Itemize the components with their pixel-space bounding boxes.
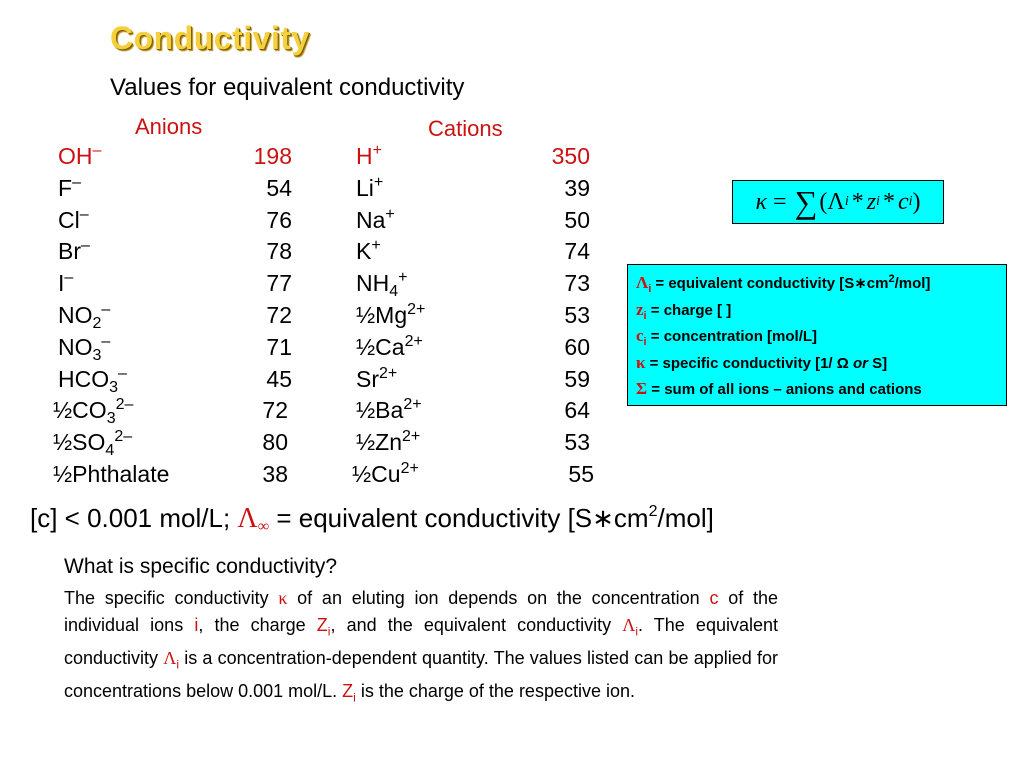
legend-symbol-c: c [636, 326, 644, 345]
formula-sum: ∑ [794, 183, 818, 220]
cation-charge: + [372, 142, 382, 159]
formula-c: c [897, 188, 909, 215]
formula-z: z [866, 188, 877, 215]
formula-close-paren: ) [912, 188, 921, 215]
anion-formula: OH [58, 143, 93, 169]
para-Z-sub-2: i [353, 690, 356, 705]
page-subtitle: Values for equivalent conductivity [110, 74, 465, 101]
cation-value: 39 [564, 174, 590, 201]
para-text: is the charge of the respective ion. [355, 680, 636, 701]
anion-subscript: 4 [105, 442, 115, 460]
cation-charge: 2+ [407, 301, 426, 318]
cation-formula: ½Ba [356, 397, 404, 424]
cation-value: 55 [568, 461, 594, 487]
formula-z-sub: i [876, 194, 880, 209]
cation-value: 50 [564, 206, 590, 233]
formula-c-sub: i [908, 194, 913, 209]
condition-infinity-sub: ∞ [257, 518, 270, 535]
legend-text-end: /mol] [894, 275, 931, 292]
cation-charge: 2+ [404, 332, 423, 350]
cation-name [356, 143, 382, 170]
cation-charge: + [398, 269, 408, 287]
formula-lambda: Λ [827, 188, 845, 215]
legend-text: = charge [ ] [646, 301, 732, 319]
para-text: of an eluting ion depends on the concentration [287, 588, 710, 608]
cation-charge: 2+ [403, 396, 422, 414]
para-lambda: Λ [622, 614, 636, 635]
para-text: , and the equivalent conductivity [330, 614, 623, 635]
legend-symbol-lambda: Λ [636, 273, 649, 292]
legend-text: = equivalent conductivity [S∗cm [651, 275, 889, 292]
cation-formula: ½Zn [356, 429, 403, 456]
anion-name [58, 334, 110, 365]
anion-charge: – [101, 332, 111, 350]
anion-charge: – [101, 301, 111, 318]
anion-value: 77 [266, 270, 292, 297]
cation-charge: + [385, 205, 395, 223]
cation-formula: ½Mg [356, 302, 408, 328]
cation-name [356, 207, 395, 234]
anion-charge: 2– [115, 396, 134, 414]
anion-formula: HCO [58, 365, 110, 392]
legend-box [627, 264, 1007, 406]
para-c: c [709, 588, 719, 608]
legend-sub: i [643, 309, 647, 322]
cations-heading: Cations [428, 116, 503, 141]
cation-formula: ½Ca [356, 333, 405, 360]
legend-line-charge [636, 297, 1006, 324]
para-Z-sub: i [327, 624, 331, 639]
cation-name [356, 366, 397, 393]
anions-heading: Anions [135, 114, 203, 139]
cation-charge: + [373, 173, 384, 191]
formula-kappa: κ [755, 188, 768, 215]
condition-lambda: Λ [237, 503, 258, 534]
anion-value: 76 [266, 206, 292, 233]
anion-charge: – [72, 173, 81, 191]
anion-charge: – [92, 142, 102, 159]
anion-name [58, 270, 73, 297]
anion-value: 198 [253, 143, 292, 169]
specific-conductivity-formula [732, 180, 944, 224]
cation-name [356, 175, 383, 202]
anion-name [53, 429, 132, 460]
cation-value: 59 [564, 365, 590, 392]
concentration-condition [30, 503, 714, 536]
anion-value: 71 [266, 333, 292, 360]
legend-italic: or [852, 354, 868, 372]
anion-name [58, 207, 89, 234]
anion-formula: ½SO [53, 429, 106, 456]
anion-value: 38 [262, 461, 288, 487]
cation-formula: H [356, 143, 373, 169]
legend-text: = sum of all ions – anions and cations [647, 381, 922, 398]
anion-name [58, 175, 81, 202]
anion-subscript: 3 [106, 410, 116, 428]
anion-value: 78 [266, 238, 292, 265]
para-text: The specific conductivity [64, 588, 279, 608]
legend-sub: i [643, 336, 647, 348]
cation-name [356, 238, 381, 265]
anion-charge: – [81, 237, 90, 255]
formula-star-1: * [851, 188, 864, 215]
cation-charge: 2+ [402, 428, 421, 446]
anion-formula: I [58, 270, 65, 297]
legend-text-end: S] [867, 354, 888, 372]
para-Z-2: Z [342, 680, 354, 701]
cation-name [352, 461, 419, 488]
cation-formula: ½Cu [352, 461, 401, 487]
anion-formula: ½CO [53, 397, 107, 424]
anion-name [58, 238, 90, 265]
anion-subscript: 3 [92, 346, 102, 364]
cation-charge: 2+ [379, 364, 398, 382]
cation-name [356, 429, 420, 456]
question-heading: What is specific conductivity? [64, 555, 338, 578]
legend-line-lambda [636, 270, 1006, 297]
para-lambda-sub: i [635, 624, 638, 639]
para-kappa: κ [278, 588, 288, 608]
anion-formula: Br [58, 238, 81, 265]
cation-formula: NH [356, 270, 390, 297]
cation-value: 350 [551, 143, 590, 169]
para-text: , the charge [198, 614, 317, 635]
legend-symbol-kappa: κ [636, 352, 646, 372]
anion-charge: – [118, 364, 127, 382]
para-text: . The equivalent conductivity [64, 614, 778, 668]
condition-text-2: = equivalent conductivity [S∗cm [269, 503, 649, 533]
anion-name [58, 302, 110, 333]
condition-text: [c] < 0.001 mol/L; [30, 503, 238, 533]
para-text: is a concentration-dependent quantity. The values listed can be applied for concentrations below 0.001 mol/L. [64, 647, 779, 701]
explanation-paragraph [64, 585, 778, 711]
legend-line-kappa [636, 350, 1006, 377]
legend-sub: i [648, 283, 652, 295]
para-lambda-sub-2: i [176, 657, 179, 672]
cation-formula: K [356, 238, 372, 265]
anion-value: 80 [262, 429, 288, 456]
anion-name [53, 397, 133, 428]
formula-lambda-sub: i [844, 194, 849, 209]
anion-subscript: 3 [109, 378, 119, 396]
cation-value: 60 [564, 333, 590, 360]
cation-charge: 2+ [400, 460, 419, 477]
cation-name [356, 334, 423, 361]
legend-line-concentration [636, 323, 1006, 350]
cation-name [356, 270, 407, 301]
cation-name [356, 397, 422, 424]
anion-charge: – [79, 205, 89, 223]
legend-sup: 2 [888, 273, 895, 285]
anion-formula: F [58, 174, 73, 201]
anion-value: 45 [266, 365, 292, 392]
cation-formula: Sr [356, 365, 379, 392]
formula-star-2: * [882, 188, 895, 215]
legend-symbol-z: z [636, 299, 644, 319]
anion-formula: ½Phthalate [53, 461, 170, 487]
para-i: i [194, 614, 199, 635]
cation-value: 53 [564, 429, 590, 456]
para-text: of the individual ions [64, 588, 778, 635]
cation-value: 53 [564, 302, 590, 328]
anion-formula: NO [58, 302, 93, 328]
legend-text: = concentration [mol/L] [646, 328, 818, 345]
anion-value: 72 [266, 302, 292, 328]
formula-open-paren: ( [819, 188, 828, 215]
para-lambda-2: Λ [163, 647, 177, 668]
anion-name [53, 461, 169, 488]
cation-value: 73 [564, 270, 590, 297]
legend-text: = specific conductivity [1/ Ω [645, 354, 853, 372]
anion-name [58, 366, 127, 397]
anion-name [58, 143, 101, 170]
para-Z: Z [316, 614, 328, 635]
anion-charge: – [64, 269, 74, 287]
legend-symbol-sigma: Σ [636, 379, 648, 398]
formula-equals: = [773, 188, 787, 215]
cation-name [356, 302, 425, 329]
anion-value: 54 [266, 174, 292, 201]
cation-formula: Li [356, 174, 374, 201]
page-title: Conductivity [110, 20, 310, 56]
anion-charge: 2– [114, 428, 133, 446]
anion-subscript: 2 [92, 315, 102, 332]
anion-formula: NO [58, 333, 93, 360]
anion-value: 72 [262, 397, 288, 424]
cation-value: 74 [564, 238, 590, 265]
condition-text-3: /mol] [657, 503, 714, 533]
cation-value: 64 [564, 397, 590, 424]
cation-charge: + [371, 237, 381, 255]
cation-formula: Na [356, 206, 386, 233]
cation-subscript: 4 [389, 283, 399, 301]
anion-formula: Cl [58, 206, 80, 233]
legend-line-sigma [636, 376, 1006, 403]
condition-sup: 2 [648, 503, 658, 520]
